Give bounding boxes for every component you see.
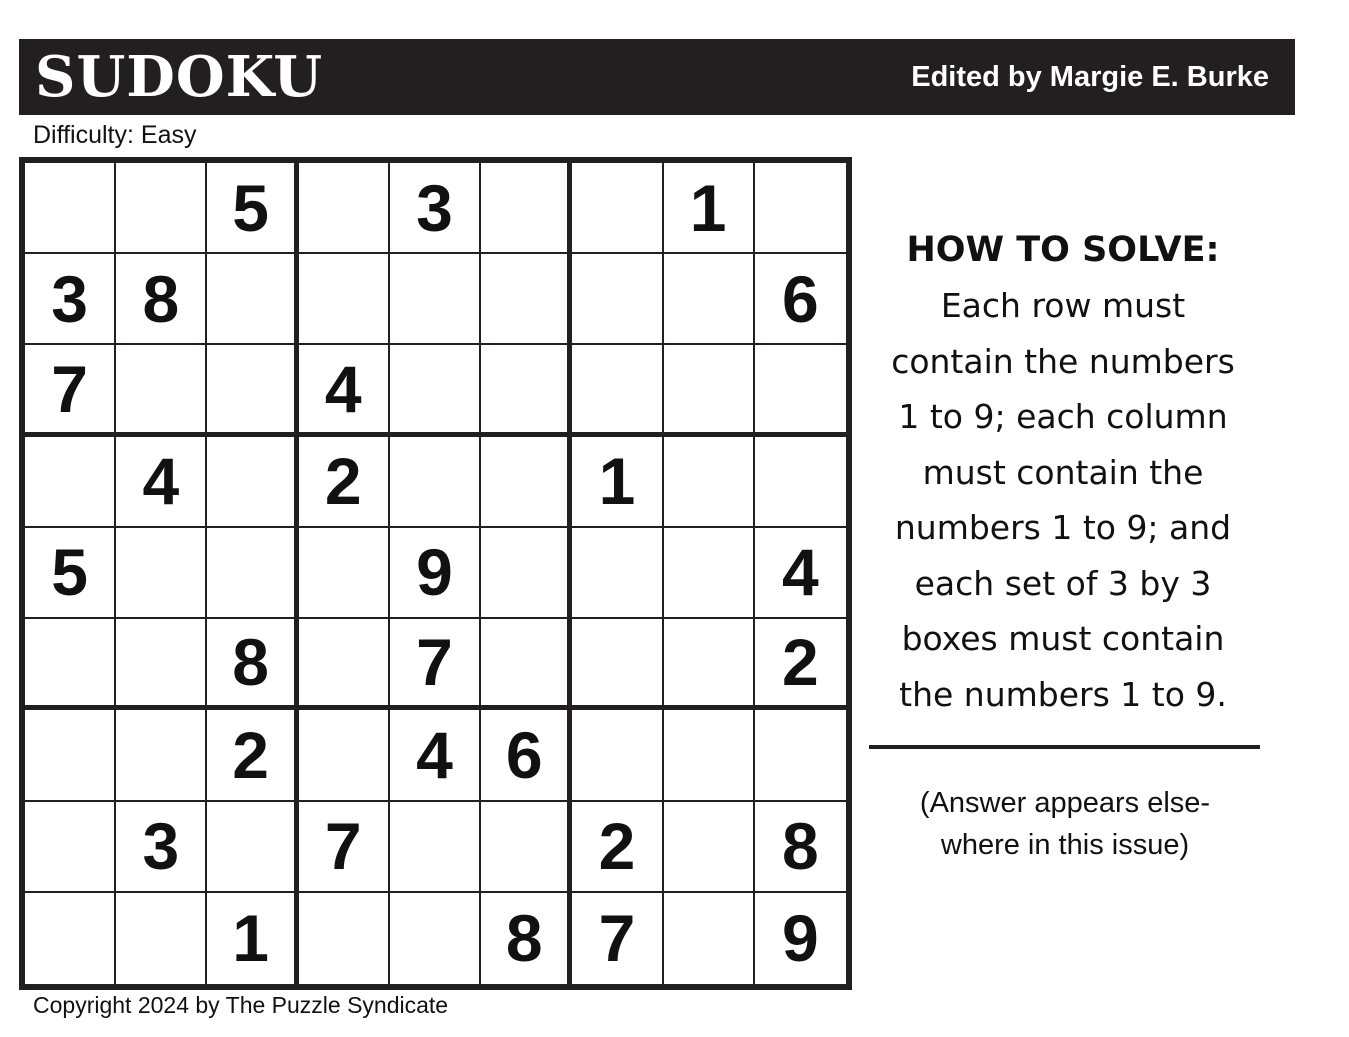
empty-cell[interactable] bbox=[116, 163, 207, 254]
given-cell: 5 bbox=[25, 528, 116, 619]
how-to-solve-title: HOW TO SOLVE: bbox=[906, 230, 1220, 270]
empty-cell[interactable] bbox=[25, 619, 116, 710]
empty-cell[interactable] bbox=[664, 893, 755, 984]
empty-cell[interactable] bbox=[390, 345, 481, 436]
empty-cell[interactable] bbox=[664, 802, 755, 893]
given-cell: 1 bbox=[572, 437, 663, 528]
empty-cell[interactable] bbox=[25, 893, 116, 984]
empty-cell[interactable] bbox=[390, 254, 481, 345]
answer-note-line-1: (Answer appears else- bbox=[919, 787, 1211, 819]
difficulty-label: Difficulty: Easy bbox=[33, 121, 197, 149]
empty-cell[interactable] bbox=[25, 802, 116, 893]
empty-cell[interactable] bbox=[572, 254, 663, 345]
answer-note bbox=[880, 782, 1250, 866]
instruction-line: each set of 3 by 3 bbox=[914, 563, 1212, 603]
empty-cell[interactable] bbox=[481, 163, 572, 254]
given-cell: 1 bbox=[207, 893, 298, 984]
given-cell: 7 bbox=[299, 802, 390, 893]
empty-cell[interactable] bbox=[481, 619, 572, 710]
instruction-line: 1 to 9; each column bbox=[898, 397, 1228, 436]
given-cell: 9 bbox=[782, 901, 819, 976]
empty-cell[interactable] bbox=[755, 710, 846, 801]
empty-cell[interactable] bbox=[299, 528, 390, 619]
given-cell: 4 bbox=[390, 710, 481, 801]
given-cell: 6 bbox=[755, 254, 846, 345]
empty-cell[interactable] bbox=[116, 528, 207, 619]
given-cell: 2 bbox=[755, 619, 846, 710]
given-cell: 8 bbox=[207, 619, 298, 710]
instruction-line: the numbers 1 to 9. bbox=[899, 674, 1227, 714]
header-bar bbox=[19, 39, 1295, 115]
empty-cell[interactable] bbox=[299, 163, 390, 254]
given-cell: 2 bbox=[299, 437, 390, 528]
empty-cell[interactable] bbox=[664, 345, 755, 436]
given-cell: 4 bbox=[116, 437, 207, 528]
given-cell: 4 bbox=[299, 345, 390, 436]
empty-cell[interactable] bbox=[207, 528, 298, 619]
empty-cell[interactable] bbox=[207, 437, 298, 528]
instruction-line: Each row must bbox=[940, 286, 1186, 325]
empty-cell[interactable] bbox=[299, 893, 390, 984]
instruction-line: must contain the bbox=[922, 452, 1204, 492]
empty-cell[interactable] bbox=[572, 163, 663, 254]
given-cell: 7 bbox=[390, 619, 481, 710]
given-cell: 7 bbox=[572, 893, 663, 984]
empty-cell[interactable] bbox=[207, 254, 298, 345]
how-to-solve-panel bbox=[866, 222, 1260, 722]
empty-cell[interactable] bbox=[25, 163, 116, 254]
empty-cell[interactable] bbox=[664, 528, 755, 619]
editor-credit: Edited by Margie E. Burke bbox=[911, 61, 1269, 93]
given-cell: 3 bbox=[116, 802, 207, 893]
given-cell: 3 bbox=[390, 163, 481, 254]
empty-cell[interactable] bbox=[116, 345, 207, 436]
empty-cell[interactable] bbox=[664, 619, 755, 710]
empty-cell[interactable] bbox=[755, 437, 846, 528]
given-cell: 8 bbox=[755, 802, 846, 893]
given-cell: 3 bbox=[25, 254, 116, 345]
empty-cell[interactable] bbox=[572, 345, 663, 436]
given-cell: 8 bbox=[116, 254, 207, 345]
empty-cell[interactable] bbox=[299, 710, 390, 801]
given-cell: 7 bbox=[25, 345, 116, 436]
given-cell: 1 bbox=[664, 163, 755, 254]
sudoku-grid bbox=[19, 157, 852, 990]
empty-cell[interactable] bbox=[116, 619, 207, 710]
empty-cell[interactable] bbox=[207, 802, 298, 893]
copyright-notice: Copyright 2024 by The Puzzle Syndicate bbox=[33, 992, 449, 1018]
empty-cell[interactable] bbox=[390, 437, 481, 528]
instruction-line: boxes must contain bbox=[901, 619, 1225, 658]
empty-cell[interactable] bbox=[664, 710, 755, 801]
given-cell: 9 bbox=[390, 528, 481, 619]
empty-cell[interactable] bbox=[299, 254, 390, 345]
divider-line bbox=[869, 745, 1260, 749]
given-cell: 8 bbox=[481, 893, 572, 984]
empty-cell[interactable] bbox=[572, 619, 663, 710]
empty-cell[interactable] bbox=[481, 437, 572, 528]
empty-cell[interactable] bbox=[572, 710, 663, 801]
empty-cell[interactable] bbox=[390, 802, 481, 893]
empty-cell[interactable] bbox=[299, 619, 390, 710]
empty-cell[interactable] bbox=[481, 254, 572, 345]
answer-note-line-2: where in this issue) bbox=[940, 829, 1190, 861]
empty-cell[interactable] bbox=[664, 437, 755, 528]
empty-cell[interactable] bbox=[116, 710, 207, 801]
given-cell: 5 bbox=[207, 163, 298, 254]
empty-cell[interactable] bbox=[664, 254, 755, 345]
empty-cell[interactable] bbox=[755, 163, 846, 254]
empty-cell[interactable] bbox=[481, 528, 572, 619]
given-cell: 4 bbox=[755, 528, 846, 619]
empty-cell[interactable] bbox=[390, 893, 481, 984]
empty-cell[interactable] bbox=[481, 345, 572, 436]
empty-cell[interactable] bbox=[25, 437, 116, 528]
sudoku-logo: SUDOKU bbox=[35, 44, 324, 110]
empty-cell[interactable] bbox=[116, 893, 207, 984]
given-cell: 2 bbox=[572, 802, 663, 893]
given-cell: 6 bbox=[481, 710, 572, 801]
instruction-line: contain the numbers bbox=[891, 341, 1235, 381]
empty-cell[interactable] bbox=[207, 345, 298, 436]
empty-cell[interactable] bbox=[481, 802, 572, 893]
instruction-line: numbers 1 to 9; and bbox=[894, 508, 1232, 547]
empty-cell[interactable] bbox=[572, 528, 663, 619]
empty-cell[interactable] bbox=[755, 345, 846, 436]
empty-cell[interactable] bbox=[25, 710, 116, 801]
given-cell: 2 bbox=[207, 710, 298, 801]
